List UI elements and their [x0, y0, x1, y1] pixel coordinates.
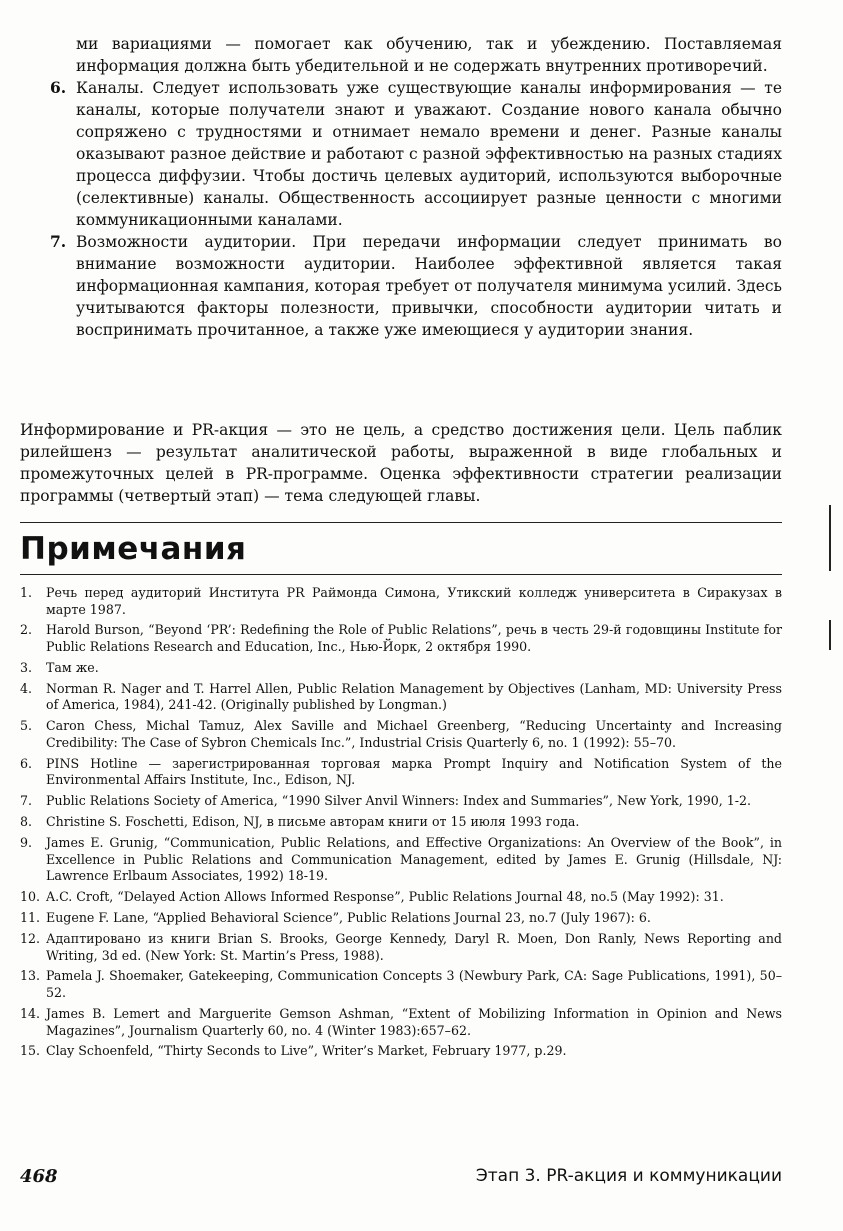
note-item	[20, 660, 782, 677]
divider-top	[20, 522, 782, 523]
note-number: 6.	[20, 755, 33, 771]
note-number: 1.	[20, 585, 33, 600]
note-item	[20, 968, 782, 1001]
notes-list	[20, 585, 782, 1064]
note-item	[20, 681, 782, 714]
closing-paragraph: Информирование и PR-акция — это не цель, а средство достижения цели. Цель паблик рилейшенз — результат аналитической работы, выраженной в виде глобальных и промежуточных целей в PR-программе. Оценка эффективности стратегии реализации программы (четвертый этап) — тема следующей главы.	[20, 421, 782, 505]
running-footer-chapter: Этап 3. PR-акция и коммуникации	[475, 1166, 782, 1186]
note-item	[20, 718, 782, 751]
note-text: Адаптировано из книги Brian S. Brooks, George Kennedy, Daryl R. Moen, Don Ranly, News Reporting and Writing, 3d ed. (New York: St. Martin’s Press, 1988).	[46, 930, 782, 963]
margin-bar	[829, 620, 831, 650]
note-number: 8.	[20, 814, 33, 830]
notes-heading: Примечания	[20, 531, 247, 567]
note-item	[20, 1043, 782, 1060]
note-item	[20, 889, 782, 906]
note-item	[20, 622, 782, 655]
list-item-text: Возможности аудитории. При передачи информации следует принимать во внимание возможности аудитории. Наиболее эффективной является такая информационная кампания, которая требует от получателя минимума усилий. Здесь учитываются факторы полезности, привычки, способности аудитории читать и воспринимать прочитанное, а также уже имеющиеся у аудитории знания.	[76, 233, 782, 339]
note-number: 10.	[20, 889, 41, 905]
note-number: 12.	[20, 930, 41, 946]
note-number: 11.	[20, 910, 41, 926]
note-item	[20, 910, 782, 927]
note-text: Norman R. Nager and T. Harrel Allen, Public Relation Management by Objectives (Lanham, MD: University Press of America, 1984), 241-42. (Originally published by Longman.)	[46, 680, 782, 713]
note-number: 7.	[20, 793, 33, 809]
list-item	[20, 77, 782, 231]
note-number: 14.	[20, 1005, 41, 1021]
note-number: 4.	[20, 680, 33, 696]
margin-bar	[829, 505, 831, 571]
list-item-number: 6.	[50, 78, 67, 97]
note-item	[20, 814, 782, 831]
main-text	[20, 33, 782, 341]
note-text: A.C. Croft, “Delayed Action Allows Informed Response”, Public Relations Journal 48, no.5 (May 1992): 31.	[46, 889, 724, 905]
numbered-list	[20, 77, 782, 341]
note-number: 15.	[20, 1043, 41, 1059]
note-text: Eugene F. Lane, “Applied Behavioral Science”, Public Relations Journal 23, no.7 (July 1967): 6.	[46, 910, 651, 926]
note-text: James E. Grunig, “Communication, Public Relations, and Effective Organizations: An Overview of the Book”, in Excellence in Public Relations and Communication Management, edited by James E. Grunig (Hillsdale, NJ: Lawrence Erlbaum Associates, 1992) 18-19.	[46, 835, 782, 884]
divider-bottom	[20, 574, 782, 575]
list-item	[20, 231, 782, 341]
note-item	[20, 835, 782, 885]
note-text: Public Relations Society of America, “1990 Silver Anvil Winners: Index and Summaries”, New York, 1990, 1-2.	[46, 793, 752, 809]
note-item	[20, 793, 782, 810]
note-number: 9.	[20, 835, 33, 851]
note-text: Harold Burson, “Beyond ‘PR’: Redefining the Role of Public Relations”, речь в честь 29-й годовщины Institute for Public Relations Research and Education, Inc., Нью-Йорк, 2 октября 1990.	[46, 622, 782, 655]
note-text: Caron Chess, Michal Tamuz, Alex Saville and Michael Greenberg, “Reducing Uncertainty and Increasing Credibility: The Case of Sybron Chemicals Inc.”, Industrial Crisis Quarterly 6, no. 1 (1992): 55–70.	[46, 718, 782, 750]
note-text: Pamela J. Shoemaker, Gatekeeping, Communication Concepts 3 (Newbury Park, CA: Sage Publications, 1991), 50–52.	[46, 968, 782, 1001]
note-item	[20, 585, 782, 618]
note-text: Там же.	[46, 659, 99, 675]
note-text: James B. Lemert and Marguerite Gemson Ashman, “Extent of Mobilizing Information in Opinion and News Magazines”, Journalism Quarterly 60, no. 4 (Winter 1983):657–62.	[46, 1005, 782, 1038]
note-text: Речь перед аудиторий Института PR Раймонда Симона, Утикский колледж университета в Сиракузах в марте 1987.	[46, 585, 782, 617]
note-item	[20, 1006, 782, 1039]
note-text: PINS Hotline — зарегистрированная торговая марка Prompt Inquiry and Notification System of the Environmental Affairs Institute, Inc., Edison, NJ.	[46, 755, 782, 788]
page-number: 468	[20, 1166, 58, 1187]
note-number: 2.	[20, 622, 33, 638]
note-text: Christine S. Foschetti, Edison, NJ, в письме авторам книги от 15 июля 1993 года.	[46, 814, 580, 830]
list-item-number: 7.	[50, 232, 67, 251]
list-item-text: Каналы. Следует использовать уже существующие каналы информирования — те каналы, которые получатели знают и уважают. Создание нового канала обычно сопряжено с трудностями и отнимает немало времени и денег. Разные каналы оказывают разное действие и работают с разной эффективностью на разных стадиях процесса диффузии. Чтобы достичь целевых аудиторий, используются выборочные (селективные) каналы. Общественность ассоциирует разные ценности с многими коммуникационными каналами.	[76, 79, 782, 229]
note-number: 3.	[20, 659, 33, 675]
note-number: 5.	[20, 718, 33, 734]
continuation-text: ми вариациями — помогает как обучению, так и убеждению. Поставляемая информация должна быть убедительной и не содержать внутренних противоречий.	[76, 35, 782, 75]
note-text: Clay Schoenfeld, “Thirty Seconds to Live”, Writer’s Market, February 1977, p.29.	[46, 1043, 567, 1059]
note-item	[20, 931, 782, 964]
note-number: 13.	[20, 968, 41, 984]
note-item	[20, 756, 782, 789]
